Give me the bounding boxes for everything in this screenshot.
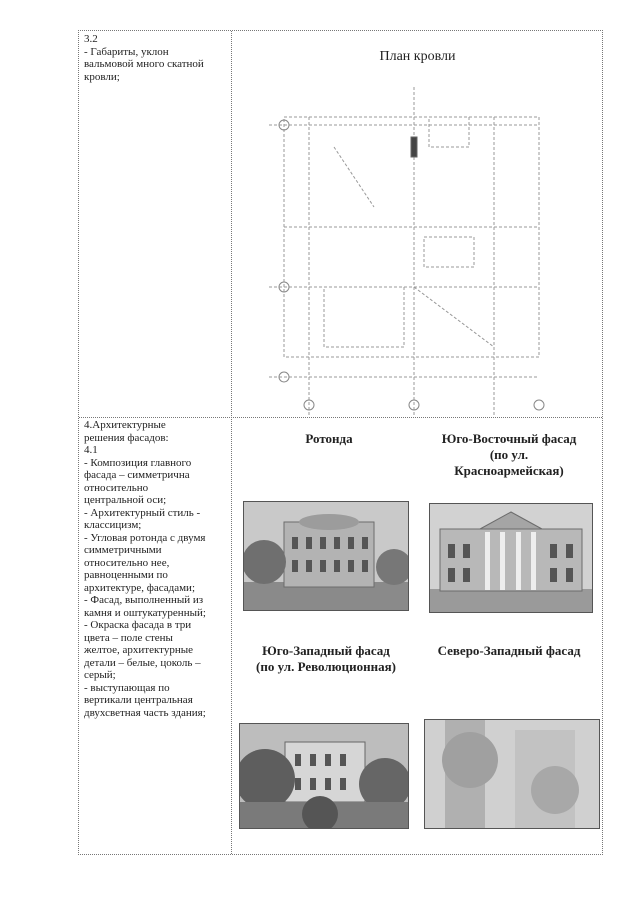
text-line: решения фасадов: [84, 431, 169, 444]
text-line: равноценными по [84, 569, 168, 581]
caption-rotunda: Ротонда [305, 431, 353, 446]
text-line: относительно нее, [84, 556, 170, 569]
text-line: двухсветная часть здания; [84, 706, 206, 719]
text-line: детали – белые, цоколь – [84, 656, 201, 669]
caption-southeast [414, 431, 604, 479]
roof-plan-title: План кровли [379, 49, 456, 64]
text-line: классицизм; [84, 519, 142, 531]
column-divider [231, 31, 232, 854]
text-line: цвета – поле стены [84, 631, 173, 644]
text-line: центральной оси; [84, 494, 167, 506]
text-line: - Фасад, выполненный из [84, 594, 204, 606]
text-line: вертикали центральная [84, 694, 193, 706]
text-line: кровли; [84, 70, 120, 83]
rotunda-photo [243, 501, 409, 611]
text-line: 3.2 [84, 33, 98, 45]
row1-description [84, 33, 229, 83]
text-line: желтое, архитектурные [84, 644, 193, 656]
southeast-facade-photo [429, 503, 593, 613]
text-line: относительно [84, 481, 149, 494]
row-divider [79, 417, 602, 418]
text-line: фасада – симметрична [84, 469, 190, 481]
roof-plan-drawing [264, 87, 554, 417]
text-line: - выступающая по [84, 681, 170, 694]
text-line: - Угловая ротонда с двумя [84, 531, 206, 544]
text-line: - Окраска фасада в три [84, 619, 192, 631]
text-line: 4.Архитектурные [84, 419, 166, 431]
text-line: симметричными [84, 544, 162, 556]
text-line: серый; [84, 669, 116, 681]
southwest-facade-photo [239, 723, 409, 829]
caption-line: Красноармейская) [454, 463, 564, 478]
caption-line: Юго-Восточный фасад [441, 431, 577, 446]
row2-description [84, 419, 229, 719]
caption-line: (по ул. [489, 447, 529, 462]
caption-northwest: Северо-Западный фасад [437, 643, 581, 658]
text-line: камня и оштукатуренный; [84, 606, 206, 619]
caption-line: (по ул. Революционная) [256, 659, 396, 674]
text-line: 4.1 [84, 444, 98, 456]
text-line: - Композиция главного [84, 456, 192, 469]
caption-southwest [231, 643, 421, 675]
document-table [78, 30, 603, 855]
text-line: вальмовой много скатной [84, 58, 204, 70]
text-line: - Габариты, уклон [84, 45, 169, 58]
northwest-facade-photo [424, 719, 600, 829]
caption-line: Юго-Западный фасад [262, 643, 390, 658]
text-line: архитектуре, фасадами; [84, 581, 195, 594]
text-line: - Архитектурный стиль - [84, 506, 201, 519]
